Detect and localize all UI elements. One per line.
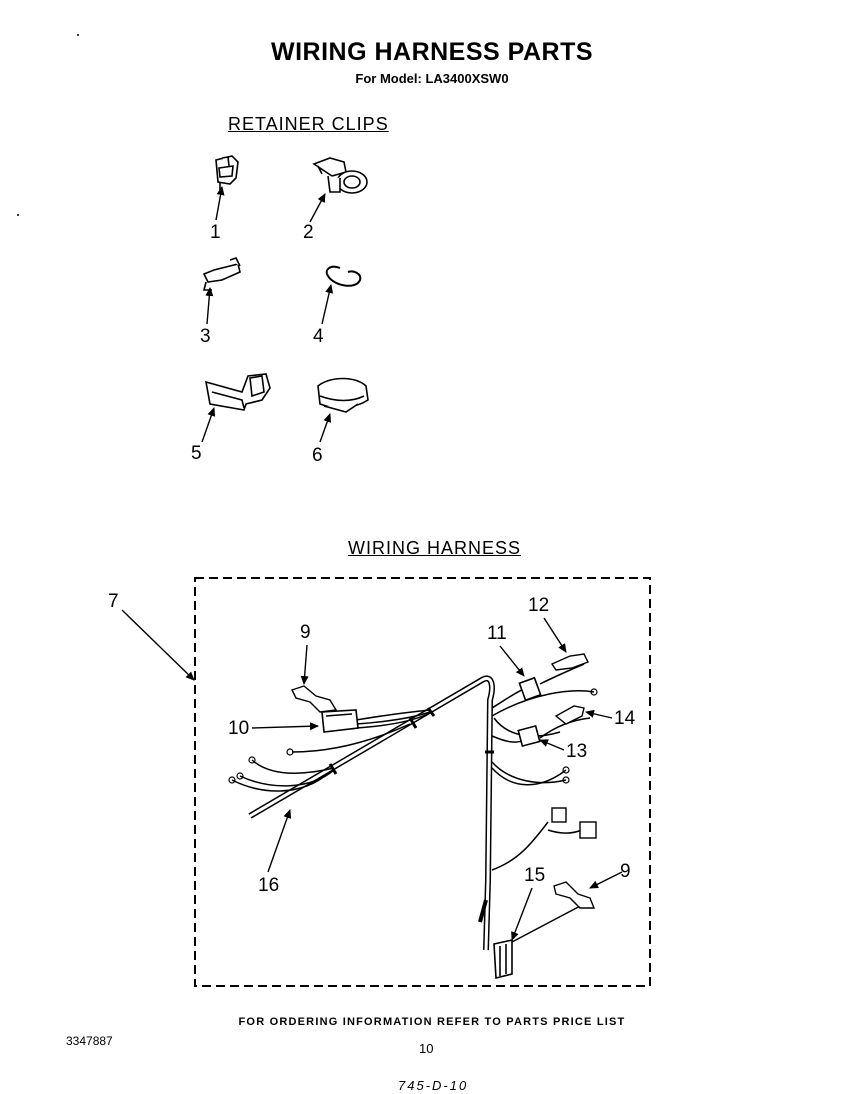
callout-4: 4: [313, 326, 324, 347]
callout-16: 16: [258, 875, 280, 896]
terminal-14: [556, 706, 584, 724]
connector-15: [494, 940, 512, 978]
callout-9-bottom: 9: [620, 861, 631, 882]
retainer-clip-6: [318, 379, 368, 413]
callout-15: 15: [524, 865, 546, 886]
retainer-clip-2: [314, 158, 367, 193]
retainer-clip-5: [206, 374, 270, 410]
model-subtitle: For Model: LA3400XSW0: [355, 71, 509, 86]
callout-13: 13: [566, 741, 588, 762]
retainer-clip-4: [327, 267, 361, 286]
wiring-harness-heading: WIRING HARNESS: [348, 538, 522, 558]
terminal-9-bottom: [554, 882, 594, 908]
connector-small-a: [552, 808, 596, 838]
callout-11: 11: [487, 623, 507, 644]
connector-10: [322, 710, 358, 732]
terminal-9-top: [292, 686, 336, 712]
terminal-12: [552, 654, 588, 670]
harness-boundary-box: [195, 578, 650, 986]
callout-6: 6: [312, 445, 323, 466]
callout-9-top: 9: [300, 622, 311, 643]
retainer-clip-3: [204, 258, 240, 290]
connector-13: [518, 726, 540, 746]
ordering-note: FOR ORDERING INFORMATION REFER TO PARTS PRICE LIST: [238, 1016, 626, 1028]
callout-12: 12: [528, 595, 550, 616]
callout-5: 5: [191, 443, 202, 464]
callout-2: 2: [303, 222, 314, 243]
handwritten-code: 745-D-10: [398, 1078, 469, 1093]
retainer-clips-heading: RETAINER CLIPS: [228, 114, 389, 134]
callout-1: 1: [210, 222, 221, 243]
document-number: 3347887: [66, 1034, 113, 1048]
page-title: WIRING HARNESS PARTS: [270, 38, 594, 66]
page-number: 10: [419, 1041, 434, 1056]
callout-14: 14: [614, 708, 636, 729]
retainer-clip-1: [216, 156, 238, 190]
callout-3: 3: [200, 326, 211, 347]
callout-10: 10: [228, 718, 250, 739]
callout-7: 7: [108, 591, 119, 612]
wiring-harness: [229, 664, 597, 950]
